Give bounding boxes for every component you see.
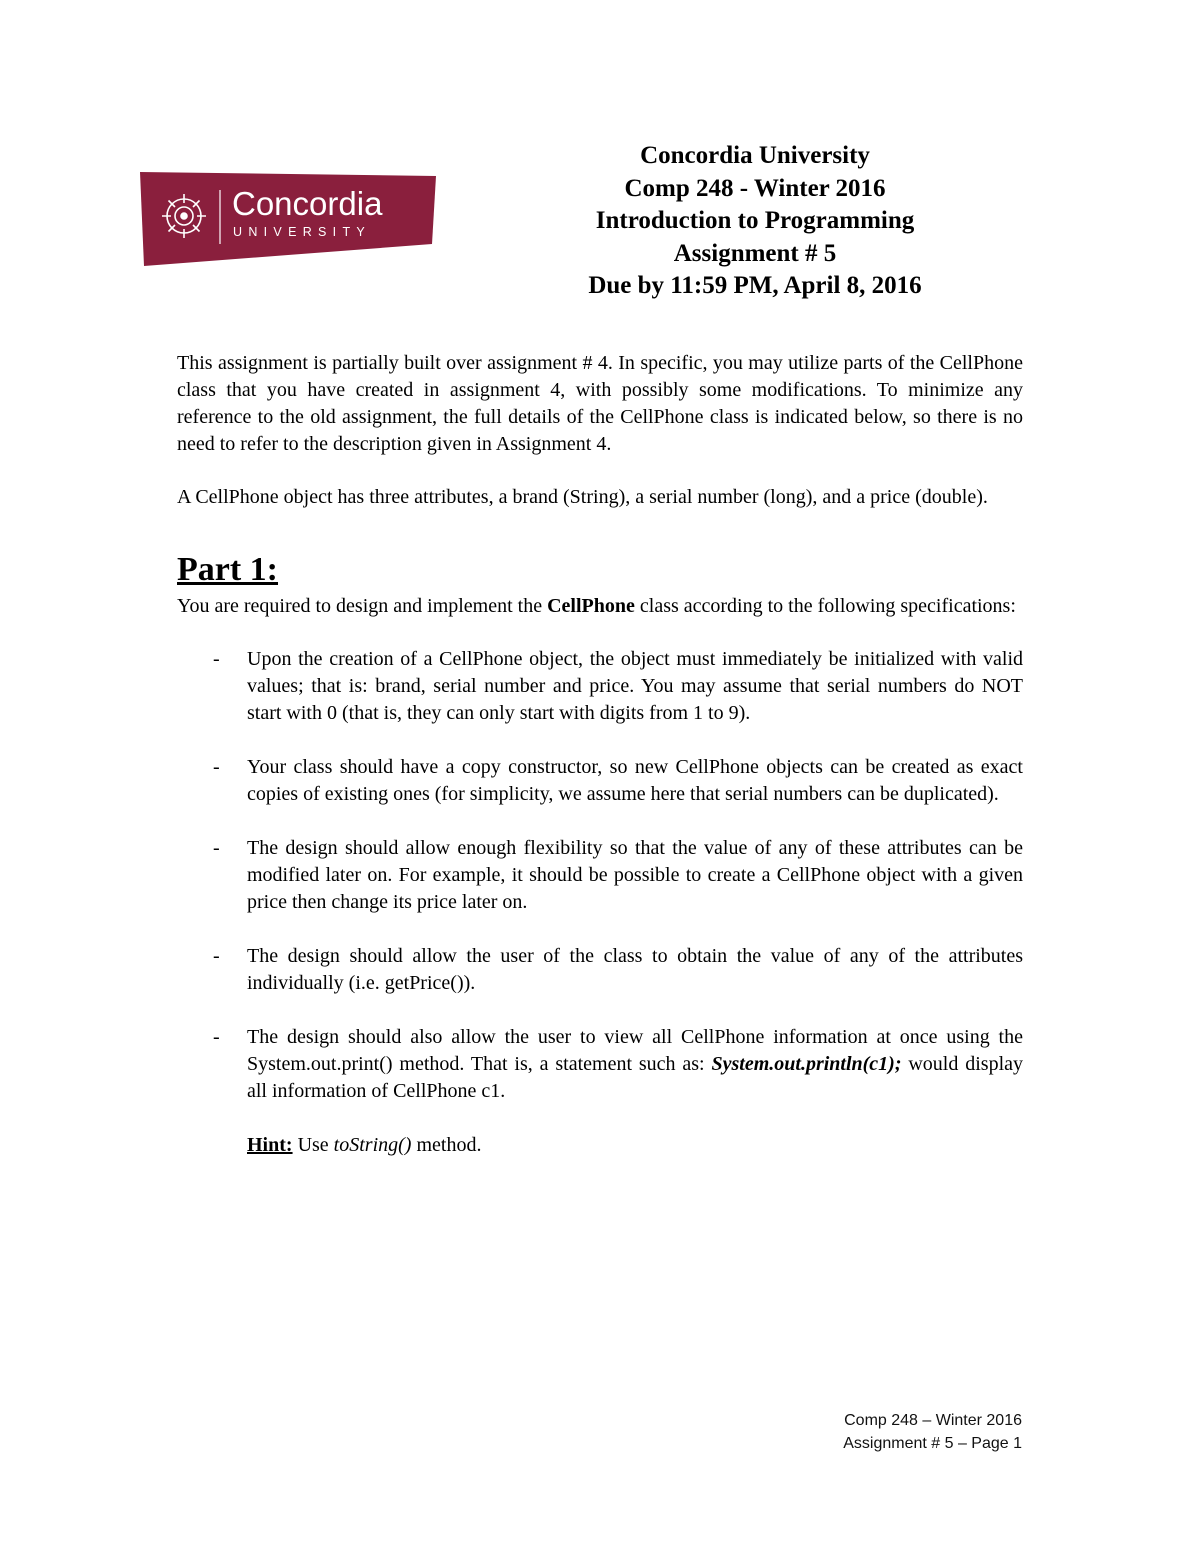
concordia-logo (140, 172, 440, 268)
list-item (177, 835, 1023, 916)
due-date: Due by 11:59 PM, April 8, 2016 (588, 272, 922, 299)
intro-paragraph: This assignment is partially built over assignment # 4. In specific, you may utilize parts of the CellPhone class that you have created in assignment 4, with possibly some modifications. To minimize any reference to the old assignment, the full details of the CellPhone class is indicated below, so there is no need to refer to the description given in Assignment 4. (177, 352, 1023, 455)
item-text-end: would display all information of CellPhone c1. (247, 1053, 1024, 1102)
hint-label: Hint: (247, 1134, 293, 1156)
part-1-heading: Part 1: (177, 551, 279, 588)
hint-text-end: method. (411, 1134, 482, 1156)
spec-text: You are required to design and implement the (177, 595, 548, 617)
list-item (177, 754, 1023, 808)
document-header (520, 140, 990, 303)
list-dash: - (213, 837, 220, 859)
document-body (177, 350, 1023, 1159)
list-item (177, 1024, 1023, 1105)
list-dash: - (213, 945, 220, 967)
code-statement: System.out.println(c1); (711, 1053, 902, 1075)
list-item-text: Your class should have a copy constructor, so new CellPhone objects can be created as exact copies of existing ones (for simplicity, we assume here that serial numbers can be duplicated). (247, 756, 1023, 805)
footer-page: Assignment # 5 – Page 1 (843, 1435, 1022, 1452)
list-item-text: Upon the creation of a CellPhone object, the object must immediately be initialized with valid values; that is: brand, serial number and price. You may assume that serial numbers do NOT start with 0 (that is, they can only start with digits from 1 to 9). (247, 648, 1023, 724)
concordia-logo-mark (140, 172, 440, 268)
hint-method: toString() (333, 1134, 412, 1156)
spec-text-end: class according to the following specifications: (634, 595, 1016, 617)
hint-line (177, 1132, 1023, 1159)
footer-course: Comp 248 – Winter 2016 (844, 1412, 1022, 1429)
requirements-list (177, 646, 1023, 1105)
item-text: The design should also allow the user to view all CellPhone information at once using the System.out.print() method. That is, a statement such as: (247, 1026, 1023, 1075)
hint-text: Use (292, 1134, 334, 1156)
list-item-text (247, 1024, 1023, 1105)
list-item-text: The design should allow the user of the class to obtain the value of any of the attributes individually (i.e. getPrice()). (247, 945, 1023, 994)
list-item (177, 943, 1023, 997)
page-footer (843, 1409, 1022, 1455)
university-name: Concordia University (640, 142, 870, 169)
spec-class-name: CellPhone (547, 595, 635, 617)
course-term: Comp 248 - Winter 2016 (624, 174, 886, 202)
attributes-paragraph: A CellPhone object has three attributes, a brand (String), a serial number (long), and a price (double). (177, 486, 988, 508)
logo-wordmark: Concordia (232, 185, 383, 222)
list-item-text: The design should allow enough flexibility so that the value of any of these attributes can be modified later on. For example, it should be possible to create a CellPhone object with a given price then change its price later on. (247, 837, 1023, 913)
logo-subtitle: UNIVERSITY (233, 225, 372, 239)
course-title: Introduction to Programming (595, 207, 915, 234)
assignment-number: Assignment # 5 (673, 239, 837, 267)
list-item (177, 646, 1023, 727)
list-dash: - (213, 756, 220, 778)
spec-intro (177, 593, 1023, 620)
list-dash: - (213, 648, 220, 670)
list-dash: - (213, 1026, 220, 1048)
